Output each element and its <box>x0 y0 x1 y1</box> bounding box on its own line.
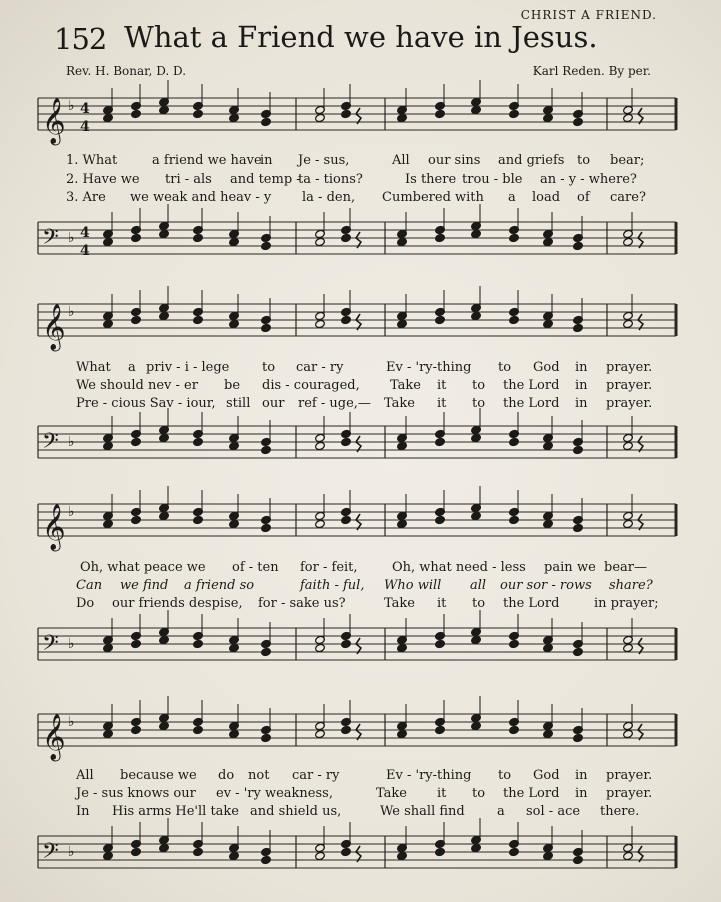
lyric-line: 1. What a friend we have in Je - sus, All our sins and griefs to bear; <box>66 153 645 168</box>
lyric-line: All because we do not car - ry Ev - 'ry-thing to God in prayer. <box>76 768 653 783</box>
svg-text:♭: ♭ <box>68 844 75 860</box>
svg-text:♭: ♭ <box>68 98 75 114</box>
svg-text:♭: ♭ <box>68 230 75 246</box>
tune-name: CHRIST A FRIEND. <box>520 8 657 22</box>
svg-text:4: 4 <box>80 119 90 135</box>
lyric-line: Can we find a friend so faith - ful, Who will all our sor - rows share? <box>76 578 653 593</box>
svg-text:𝄢: 𝄢 <box>42 225 59 255</box>
svg-text:𝄞: 𝄞 <box>42 504 66 550</box>
svg-text:♭: ♭ <box>68 714 75 730</box>
svg-text:4: 4 <box>80 101 90 117</box>
treble-staff-system-2 <box>0 296 721 356</box>
svg-text:4: 4 <box>80 243 90 259</box>
svg-text:♭: ♭ <box>68 434 75 450</box>
bass-staff-system-4 <box>0 828 721 888</box>
lyric-line: We should nev - er be dis - couraged, Take it to the Lord in prayer. <box>76 378 653 393</box>
author-credit: Rev. H. Bonar, D. D. <box>66 64 187 78</box>
bass-staff-system-3 <box>0 620 721 680</box>
bass-staff-system-1 <box>0 214 721 274</box>
svg-text:4: 4 <box>80 225 90 241</box>
lyric-line: What a priv - i - lege to car - ry Ev - 'ry-thing to God in prayer. <box>76 360 653 375</box>
treble-staff-system-4 <box>0 706 721 766</box>
treble-staff-system-3 <box>0 496 721 556</box>
lyric-line: 3. Are we weak and heav - y la - den, Cumbered with a load of care? <box>66 190 646 205</box>
svg-text:♭: ♭ <box>68 304 75 320</box>
lyric-line: Pre - cious Sav - iour, still our ref - uge,— Take it to the Lord in prayer. <box>76 396 653 411</box>
lyric-line: In His arms He'll take and shield us, We shall find a sol - ace there. <box>76 804 640 819</box>
lyric-line: 2. Have we tri - als and temp - ta - tions? Is there trou - ble an - y - where? <box>66 172 637 187</box>
svg-text:♭: ♭ <box>68 636 75 652</box>
svg-text:♭: ♭ <box>68 504 75 520</box>
treble-staff-system-1 <box>0 90 721 150</box>
bass-staff-system-2 <box>0 418 721 478</box>
svg-text:𝄞: 𝄞 <box>42 98 66 144</box>
svg-text:𝄞: 𝄞 <box>42 714 66 760</box>
svg-text:𝄢: 𝄢 <box>42 839 59 869</box>
lyric-line: Oh, what peace we of - ten for - feit, Oh, what need - less pain we bear— <box>80 560 647 575</box>
svg-text:𝄞: 𝄞 <box>42 304 66 350</box>
hymn-number: 152 <box>54 22 107 56</box>
composer-credit: Karl Reden. By per. <box>532 64 651 78</box>
lyric-line: Do our friends despise, for - sake us? Take it to the Lord in prayer; <box>76 596 659 611</box>
lyric-line: Je - sus knows our ev - 'ry weakness, Take it to the Lord in prayer. <box>76 786 653 801</box>
svg-text:𝄢: 𝄢 <box>42 429 59 459</box>
hymn-title: What a Friend we have in Jesus. <box>124 20 598 54</box>
svg-text:𝄢: 𝄢 <box>42 631 59 661</box>
